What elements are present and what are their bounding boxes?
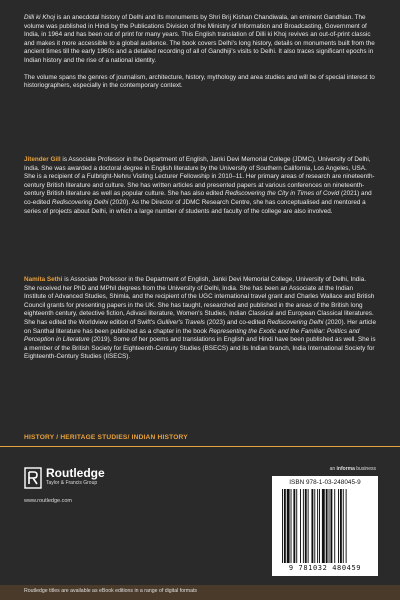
bio-title-b: Rediscovering Delhi: [51, 198, 109, 206]
barcode-bar: [284, 489, 286, 563]
barcode-bar: [293, 489, 295, 563]
barcode-graphic: [280, 489, 372, 563]
bio-title-c: Representing the Exotic and the Familiar: Politics and Perception in Literature: [24, 327, 360, 344]
bio-title-a: Gulliver's Travels: [156, 318, 205, 326]
description-paragraph-1: [24, 14, 376, 66]
barcode-bar: [322, 489, 325, 563]
publisher-name: Routledge: [46, 466, 105, 480]
bio-title-b: Rediscovering Delhi: [267, 318, 324, 326]
bio-text-a: is Associate Professor in the Department of English, Janki Devi Memorial College, University of Delhi, India. She received her PhD and MPhil degrees from the University of Delhi, India. She has been an Associate at the Indian Institute of Advanced Studies, Shimla, and the recipient of the UGC international travel grant and Charles Wallace and British Council grants for presenting papers in the UK. She has taught, researched and published in the areas of the British long eighteenth century, detective fiction, Adivasi literature, Women's Studies, Indian Classical and European Classical literatures. She has edited the Worldview edition of Swift's: [24, 276, 375, 326]
author-bio-sethi: [24, 276, 376, 370]
author-name-gill: Jitender Gill: [24, 156, 61, 163]
bio-text-a: is Associate Professor in the Department of English, Janki Devi Memorial College (JDMC), University of Delhi, India. She was awarded a doctoral degree in English literature by the University of Southern California, Los Angeles, USA. She is a recipient of a Fulbright-Nehru Visiting Lecturer Fellowship in 2010–11. Her primary areas of research are nineteenth-century British literature and culture. She has written articles and presented papers at various conferences on nineteenth-century British literature as well as popular culture. She has also edited: [24, 156, 375, 198]
barcode-panel: [272, 476, 378, 576]
publisher-subline: Taylor & Francis Group: [46, 480, 98, 486]
ebook-footnote-bar: [0, 585, 400, 600]
bio-text-d: (2019). Some of her poems and translations in English and Hindi have been published as well. She is a member of the British Society for Eighteenth-Century Studies (BSECS) and its Indian branch, India International Society for Eighteenth-Century Studies (IISECS).: [24, 336, 376, 361]
barcode-bar: [346, 489, 347, 563]
barcode-bar: [308, 489, 309, 563]
description-paragraph-2: [24, 74, 376, 91]
publisher-url[interactable]: www.routledge.com: [24, 498, 72, 504]
book-title-inline: Dilli ki Khoj: [24, 14, 56, 21]
barcode-bar: [282, 489, 283, 563]
accent-divider: [0, 446, 400, 447]
barcode-bar: [305, 489, 307, 563]
author-bio-gill: [24, 156, 376, 224]
informa-business-label: an informa business: [329, 466, 376, 472]
barcode-bar: [311, 489, 313, 563]
barcode-bar: [326, 489, 328, 563]
barcode-bar: [317, 489, 318, 563]
isbn-label: ISBN 978-1-03-248045-9: [289, 479, 361, 486]
barcode-bar: [340, 489, 342, 563]
barcode-bar: [334, 489, 335, 563]
barcode-bar: [300, 489, 301, 563]
description-text-1: is an anecdotal history of Delhi and its monuments by Shri Brij Kishan Chandiwala, an eminent Gandhian. The volume was published in Hindi by the Publications Division of the Ministry of Information and Broadcasting, Government of India, in 1964 and has been out of print for many years. This English translation of Dilli ki Khoj revives an out-of-print classic and makes it more accessible to a global audience. The book covers Delhi's long history, details on monuments built from the ancient times till the early 1960s and a detailed recording of all of Gandhiji's visits to Delhi. It also traces significant epochs in Indian history and the rise of a national identity.: [24, 14, 375, 64]
bio-text-b: (2021) and co-edited: [24, 190, 372, 206]
barcode-bar: [329, 489, 330, 563]
publisher-logo: [24, 465, 134, 495]
barcode-bar: [319, 489, 320, 563]
barcode-bar: [303, 489, 304, 563]
bio-text-c: (2020). Her article on Santhal literature has been published as a chapter in the book: [24, 318, 376, 335]
barcode-bar: [296, 489, 297, 563]
barcode-digits: 9 781032 480459: [288, 564, 362, 572]
description-text-2: The volume spans the genres of journalism, architecture, history, mythology and area studies and will be of special interest to historiographers, especially in the contemporary context.: [24, 73, 375, 90]
barcode-bar: [330, 489, 332, 563]
bio-text-b: (2023) and co-edited: [204, 318, 268, 326]
bio-text-c: (2020). As the Director of JDMC Research Centre, she has conceptualised and mentored a series of projects about Delhi, in which a large number of students and faculty of the college are also involved.: [24, 198, 366, 215]
bio-title-a: Rediscovering the City in Times of Covid: [225, 190, 340, 198]
barcode-bar: [287, 489, 290, 563]
ebook-footnote: Routledge titles are available as eBook editions in a range of digital formats: [24, 588, 198, 594]
routledge-logo-icon: [24, 467, 42, 489]
book-description: [24, 14, 376, 99]
subject-categories: HISTORY / HERITAGE STUDIES/ INDIAN HISTORY: [24, 434, 188, 441]
barcode-bar: [338, 489, 339, 563]
barcode-bar: [343, 489, 344, 563]
barcode-bar: [291, 489, 292, 563]
barcode-bar: [314, 489, 315, 563]
author-name-sethi: Namita Sethi: [24, 276, 63, 283]
